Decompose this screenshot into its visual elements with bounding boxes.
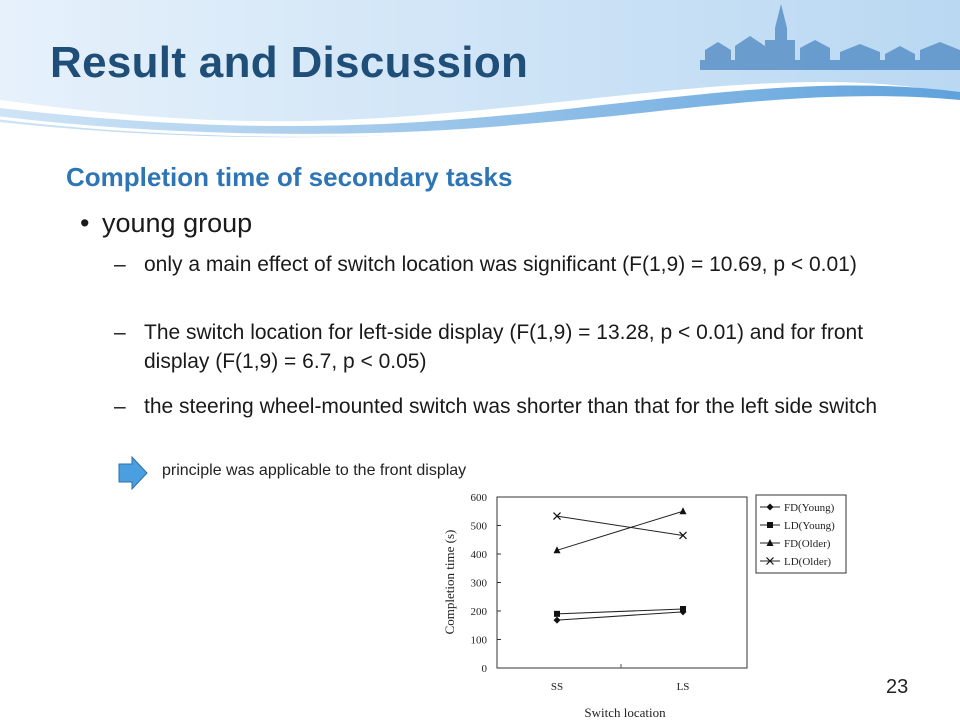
plot-frame (497, 497, 747, 668)
bullet-text: young group (102, 208, 253, 238)
data-point (554, 617, 561, 624)
data-point (680, 606, 686, 612)
x-axis-label: Switch location (584, 705, 666, 720)
y-tick-label: 200 (470, 606, 487, 618)
slide-subtitle: Completion time of secondary tasks (66, 162, 513, 192)
y-tick-label: 300 (470, 577, 487, 590)
x-tick-label: SS (550, 681, 564, 693)
y-tick-label: 400 (470, 549, 487, 561)
y-tick-label: 500 (470, 520, 487, 533)
bullet-dot-icon: • (80, 208, 90, 238)
subpoint-text: the steering wheel-mounted switch was shorter than that for the left side switch (144, 395, 878, 418)
series-line (557, 516, 683, 535)
x-tick-label: LS (676, 681, 690, 693)
completion-time-chart (430, 485, 860, 720)
dash-icon: – (114, 321, 126, 344)
right-arrow-icon (118, 456, 148, 490)
legend-marker (767, 522, 773, 528)
page-number: 23 (886, 676, 909, 698)
legend-label: LD(Young) (784, 520, 835, 532)
legend-label: FD(Older) (784, 538, 831, 550)
y-tick-label: 600 (470, 492, 487, 504)
data-point (680, 507, 687, 514)
subpoint-text: The switch location for left-side display (F(1,9) = 13.28, p < 0.01) and for front display (F(1,9) = 6.7, p < 0.05) (144, 321, 864, 373)
legend-label: FD(Young) (784, 502, 835, 514)
dash-icon: – (114, 395, 126, 418)
y-tick-label: 0 (481, 663, 487, 675)
y-axis-label: Completion time (s) (442, 529, 457, 635)
data-point (554, 611, 560, 617)
subpoint-text: only a main effect of switch location was significant (F(1,9) = 10.69, p < 0.01) (144, 253, 857, 276)
legend-label: LD(Older) (784, 556, 832, 568)
dash-icon: – (114, 253, 126, 276)
slide-title: Result and Discussion (50, 38, 529, 87)
series-line (557, 511, 683, 550)
y-tick-label: 100 (470, 634, 487, 647)
bullet-young-group (80, 208, 252, 239)
note-text: principle was applicable to the front display (162, 462, 467, 479)
